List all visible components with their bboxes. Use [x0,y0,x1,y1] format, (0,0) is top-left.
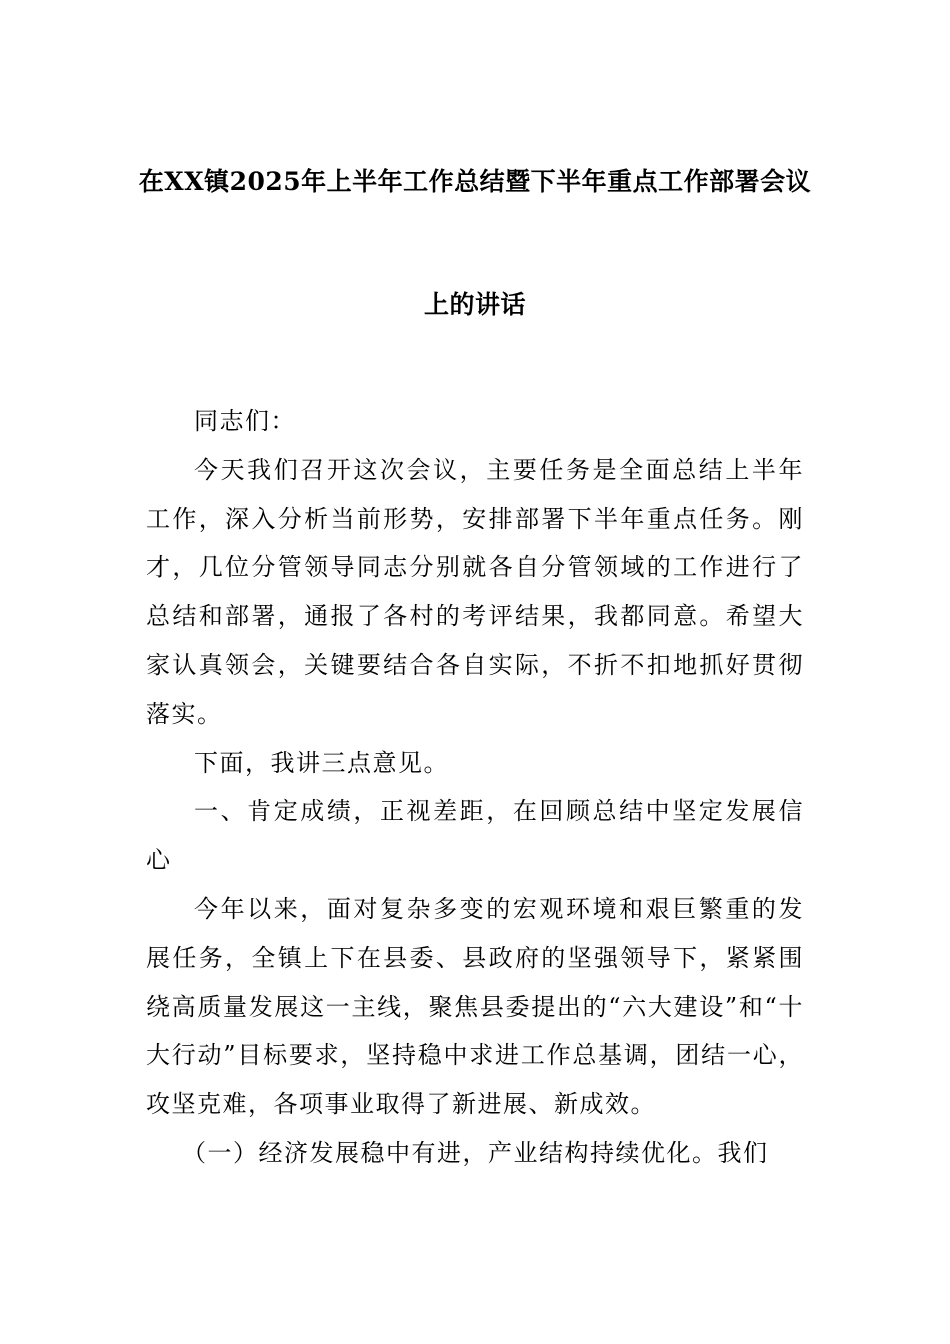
document-title-line-2: 上的讲话 [423,290,526,319]
subsection-1-text: （一）经济发展稳中有进，产业结构持续优化。我们 [182,1138,769,1167]
document-title-line-1: 在XX镇2025年上半年工作总结暨下半年重点工作部署会议 [138,167,812,196]
section-1-paragraph: 今年以来，面对复杂多变的宏观环境和艰巨繁重的发展任务，全镇上下在县委、县政府的坚强领导下，紧紧围绕高质量发展这一主线，聚焦县委提出的“六大建设”和“十大行动”目标要求，坚持稳中求进工作总基调，团结一心，攻坚克难，各项事业取得了新进展、新成效。 [146,894,804,1119]
section-1-heading: 一、肯定成绩，正视差距，在回顾总结中坚定发展信心 [146,797,804,875]
paragraph-opening: 今天我们召开这次会议，主要任务是全面总结上半年工作，深入分析当前形势，安排部署下半年重点任务。刚才，几位分管领导同志分别就各自分管领域的工作进行了总结和部署，通报了各村的考评结果，我都同意。希望大家认真领会，关键要结合各自实际，不折不扣地抓好贯彻落实。 [146,455,804,728]
salutation: 同志们： [194,407,296,435]
paragraph-three-points: 下面，我讲三点意见。 [194,748,449,777]
document-body [146,397,804,1178]
